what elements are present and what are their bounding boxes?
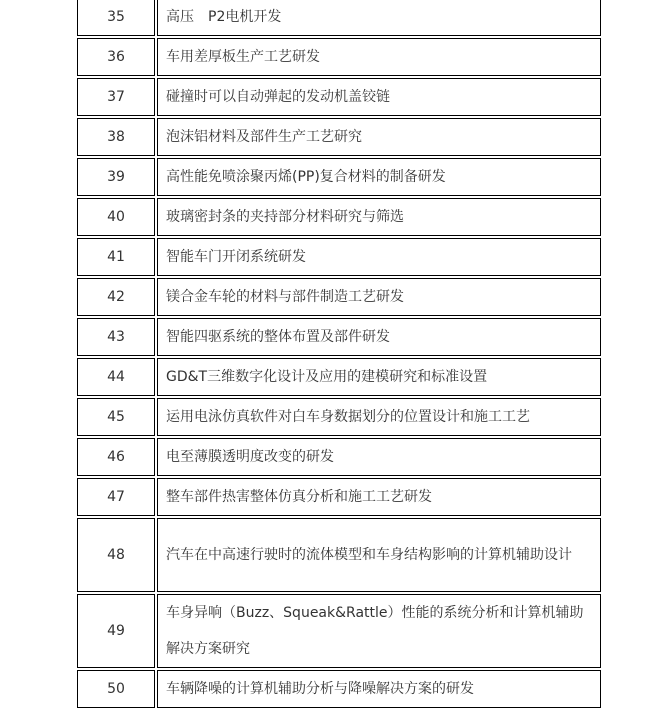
project-title: 高性能免喷涂聚丙烯(PP)复合材料的制备研发 <box>157 158 601 196</box>
project-title: 智能车门开闭系统研发 <box>157 238 601 276</box>
row-number: 42 <box>77 278 155 316</box>
row-number: 44 <box>77 358 155 396</box>
project-title: 车身异响（Buzz、Squeak&Rattle）性能的系统分析和计算机辅助解决方案研究 <box>157 594 601 668</box>
row-number: 38 <box>77 118 155 156</box>
table-row <box>77 238 601 276</box>
table-row <box>77 438 601 476</box>
project-title: 车辆降噪的计算机辅助分析与降噪解决方案的研发 <box>157 670 601 708</box>
project-table-body <box>77 0 601 708</box>
project-title: 镁合金车轮的材料与部件制造工艺研发 <box>157 278 601 316</box>
table-row <box>77 358 601 396</box>
project-table <box>75 0 603 710</box>
project-title: 车用差厚板生产工艺研发 <box>157 38 601 76</box>
row-number: 37 <box>77 78 155 116</box>
row-number: 48 <box>77 518 155 592</box>
table-row <box>77 278 601 316</box>
table-row <box>77 158 601 196</box>
project-title: 电至薄膜透明度改变的研发 <box>157 438 601 476</box>
table-row <box>77 594 601 668</box>
table-row <box>77 398 601 436</box>
table-row <box>77 38 601 76</box>
row-number: 43 <box>77 318 155 356</box>
row-number: 39 <box>77 158 155 196</box>
project-title: GD&T三维数字化设计及应用的建模研究和标准设置 <box>157 358 601 396</box>
project-title: 汽车在中高速行驶时的流体模型和车身结构影响的计算机辅助设计 <box>157 518 601 592</box>
table-row <box>77 198 601 236</box>
table-row <box>77 478 601 516</box>
row-number: 35 <box>77 0 155 36</box>
table-row <box>77 670 601 708</box>
project-title: 玻璃密封条的夹持部分材料研究与筛选 <box>157 198 601 236</box>
project-title: 高压 P2电机开发 <box>157 0 601 36</box>
row-number: 49 <box>77 594 155 668</box>
table-row <box>77 318 601 356</box>
row-number: 41 <box>77 238 155 276</box>
project-title: 整车部件热害整体仿真分析和施工工艺研发 <box>157 478 601 516</box>
table-row <box>77 118 601 156</box>
project-table-container <box>75 0 603 710</box>
row-number: 50 <box>77 670 155 708</box>
row-number: 47 <box>77 478 155 516</box>
project-title: 运用电泳仿真软件对白车身数据划分的位置设计和施工工艺 <box>157 398 601 436</box>
table-row <box>77 78 601 116</box>
table-row <box>77 518 601 592</box>
row-number: 46 <box>77 438 155 476</box>
row-number: 40 <box>77 198 155 236</box>
table-row <box>77 0 601 36</box>
project-title: 泡沫铝材料及部件生产工艺研究 <box>157 118 601 156</box>
project-title: 碰撞时可以自动弹起的发动机盖铰链 <box>157 78 601 116</box>
row-number: 45 <box>77 398 155 436</box>
row-number: 36 <box>77 38 155 76</box>
project-title: 智能四驱系统的整体布置及部件研发 <box>157 318 601 356</box>
